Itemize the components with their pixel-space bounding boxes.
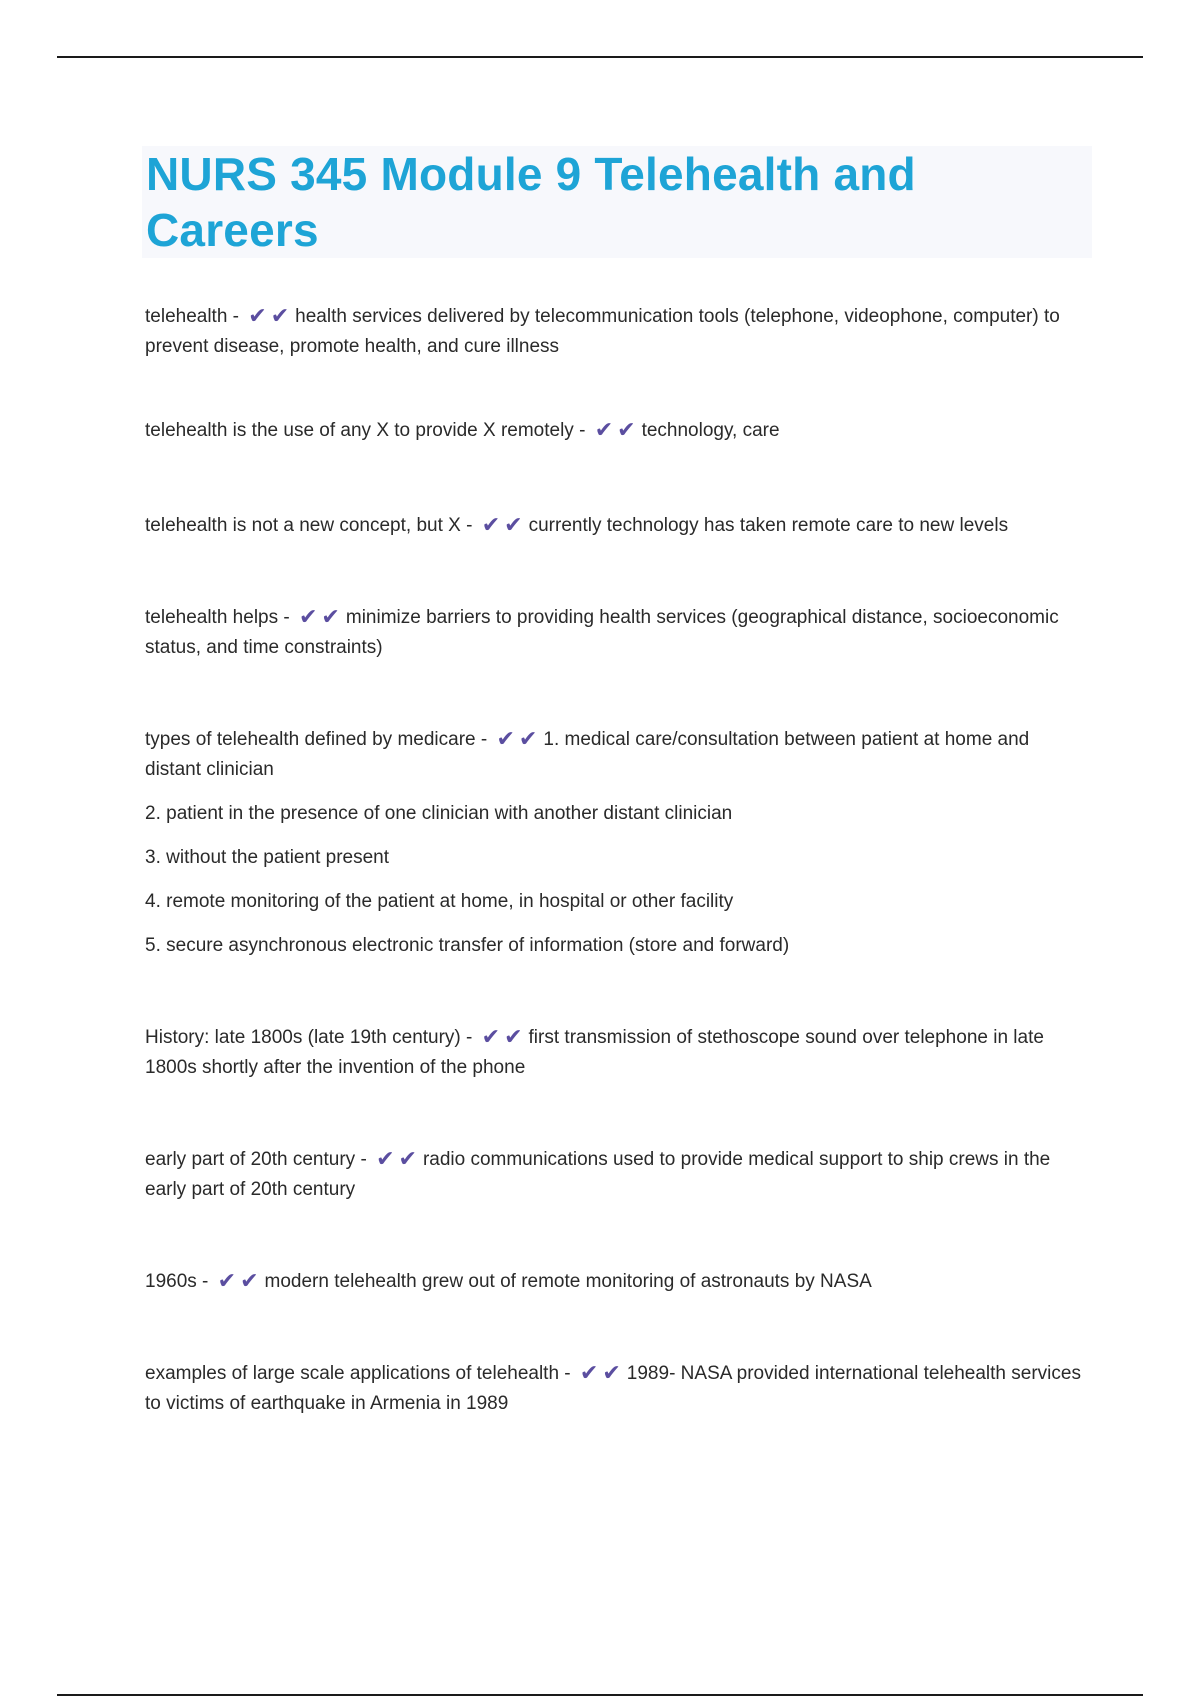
list-item <box>145 725 1090 785</box>
list-subitem: 2. patient in the presence of one clinician with another distant clinician <box>145 803 733 824</box>
term: telehealth helps - <box>145 607 290 628</box>
definition: first transmission of stethoscope sound over telephone in late 1800s shortly after the invention of the phone <box>145 1027 1044 1078</box>
double-check-icon: ✔✔ <box>594 418 640 443</box>
definition: modern telehealth grew out of remote monitoring of astronauts by NASA <box>264 1271 872 1292</box>
term: telehealth is not a new concept, but X - <box>145 515 473 536</box>
list-subitem: 5. secure asynchronous electronic transfer of information (store and forward) <box>145 935 790 956</box>
double-check-icon: ✔✔ <box>248 304 294 329</box>
definition: minimize barriers to providing health services (geographical distance, socioeconomic status, and time constraints) <box>145 607 1059 658</box>
definition: technology, care <box>641 420 780 441</box>
double-check-icon: ✔✔ <box>481 1025 527 1050</box>
definition: health services delivered by telecommunication tools (telephone, videophone, computer) to prevent disease, promote health, and cure illness <box>145 306 1060 357</box>
definition: 1. medical care/consultation between patient at home and distant clinician <box>145 729 1030 780</box>
list-item <box>145 1267 1090 1297</box>
list-item <box>145 1145 1090 1205</box>
flashcard-list <box>145 302 1090 1419</box>
term: 1960s - <box>145 1271 209 1292</box>
top-rule <box>57 56 1143 58</box>
term: types of telehealth defined by medicare - <box>145 729 488 750</box>
definition: 1989- NASA provided international telehealth services to victims of earthquake in Armenia in 1989 <box>145 1363 1081 1414</box>
list-item <box>145 1359 1090 1419</box>
list-item <box>145 511 1090 541</box>
double-check-icon: ✔✔ <box>496 727 542 752</box>
double-check-icon: ✔✔ <box>481 513 527 538</box>
bottom-rule <box>57 1694 1143 1696</box>
list-item <box>145 416 1090 446</box>
term: early part of 20th century - <box>145 1149 367 1170</box>
list-subitem: 4. remote monitoring of the patient at home, in hospital or other facility <box>145 891 734 912</box>
list-item-medicare-types <box>145 725 1090 961</box>
double-check-icon: ✔✔ <box>299 605 344 630</box>
term: examples of large scale applications of telehealth - <box>145 1363 571 1384</box>
list-item <box>145 1023 1090 1083</box>
definition: radio communications used to provide medical support to ship crews in the early part of 20th century <box>145 1149 1051 1200</box>
list-item <box>145 302 1090 362</box>
double-check-icon: ✔✔ <box>579 1361 625 1386</box>
term: History: late 1800s (late 19th century) - <box>145 1027 473 1048</box>
term: telehealth - <box>145 306 240 327</box>
page-title: NURS 345 Module 9 Telehealth and Careers <box>146 148 916 256</box>
double-check-icon: ✔✔ <box>217 1269 263 1294</box>
definition: currently technology has taken remote care to new levels <box>528 515 1009 536</box>
list-subitem: 3. without the patient present <box>145 847 389 868</box>
term: telehealth is the use of any X to provide X remotely - <box>145 420 586 441</box>
title-banner <box>142 146 1092 258</box>
double-check-icon: ✔✔ <box>376 1147 421 1172</box>
list-item <box>145 603 1090 663</box>
